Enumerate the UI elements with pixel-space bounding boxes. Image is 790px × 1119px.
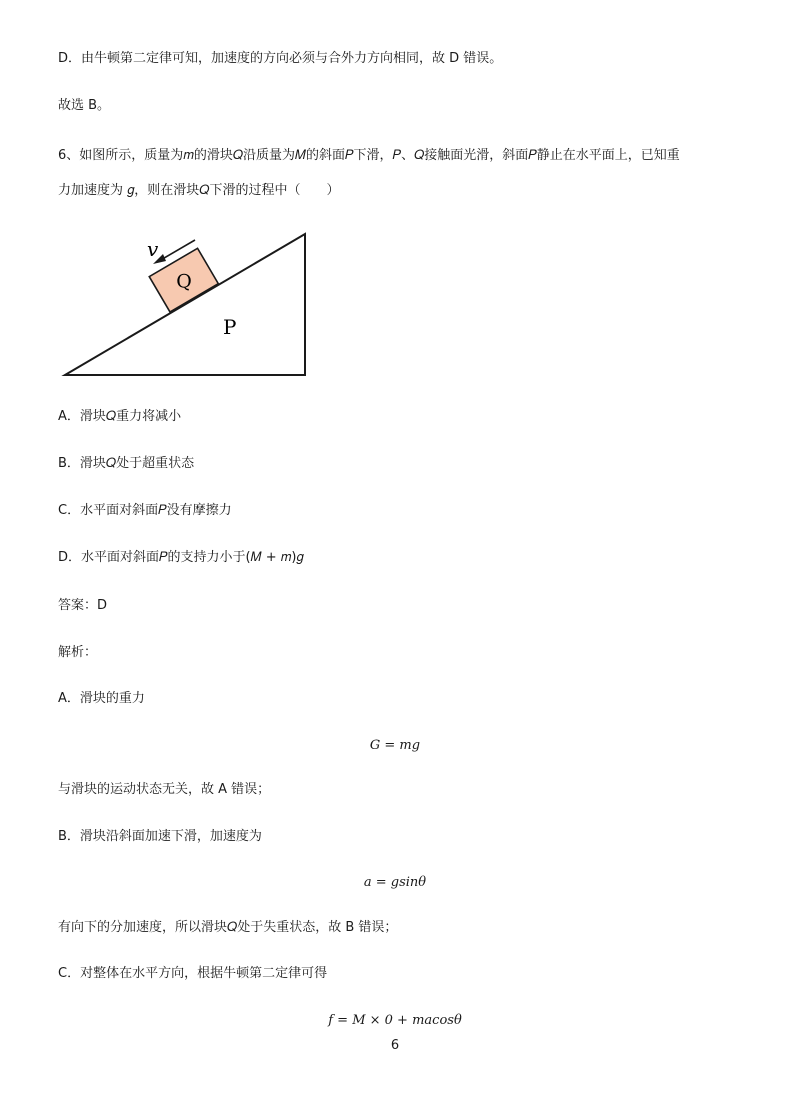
option-c: C．水平面对斜面𝑃没有摩擦力 <box>58 503 232 518</box>
option-b: B．滑块𝑄处于超重状态 <box>58 456 195 471</box>
velocity-label: v <box>147 237 159 261</box>
analysis-a-line-1: A．滑块的重力 <box>58 691 145 706</box>
analysis-a-line-2: 与滑块的运动状态无关，故 A 错误； <box>58 782 271 797</box>
equation-acceleration: 𝑎 = 𝑔sin𝜃 <box>363 875 427 890</box>
option-d: D．水平面对斜面𝑃的支持力小于(𝑀 + 𝑚)𝑔 <box>58 550 304 565</box>
answer: 答案：D <box>58 598 108 613</box>
incline-label: P <box>223 315 237 339</box>
question-6-line-2: 力加速度为 𝑔，则在滑块𝑄下滑的过程中（ ） <box>58 183 340 198</box>
analysis-c-line-1: C．对整体在水平方向，根据牛顿第二定律可得 <box>58 966 328 981</box>
analysis-b-line-1: B．滑块沿斜面加速下滑，加速度为 <box>58 829 262 844</box>
analysis-b-line-2: 有向下的分加速度，所以滑块𝑄处于失重状态，故 B 错误； <box>58 920 398 935</box>
incline-figure <box>55 228 325 388</box>
block-label: Q <box>176 270 192 293</box>
page-number: 6 <box>390 1038 400 1053</box>
equation-gravity: 𝐺 = 𝑚𝑔 <box>369 738 421 753</box>
option-a: A．滑块𝑄重力将减小 <box>58 409 182 424</box>
analysis-heading: 解析： <box>58 645 98 660</box>
option-d-explanation-prev: D．由牛顿第二定律可知，加速度的方向必须与合外力方向相同，故 D 错误。 <box>58 51 503 66</box>
conclusion-prev: 故选 B。 <box>58 98 111 113</box>
question-6-line-1: 6、如图所示，质量为𝑚的滑块𝑄沿质量为𝑀的斜面𝑃下滑，𝑃、𝑄接触面光滑，斜面𝑃静止在水平面上，已知重 <box>58 148 680 163</box>
equation-friction: 𝑓 = 𝑀 × 0 + 𝑚𝑎cos𝜃 <box>328 1013 462 1028</box>
